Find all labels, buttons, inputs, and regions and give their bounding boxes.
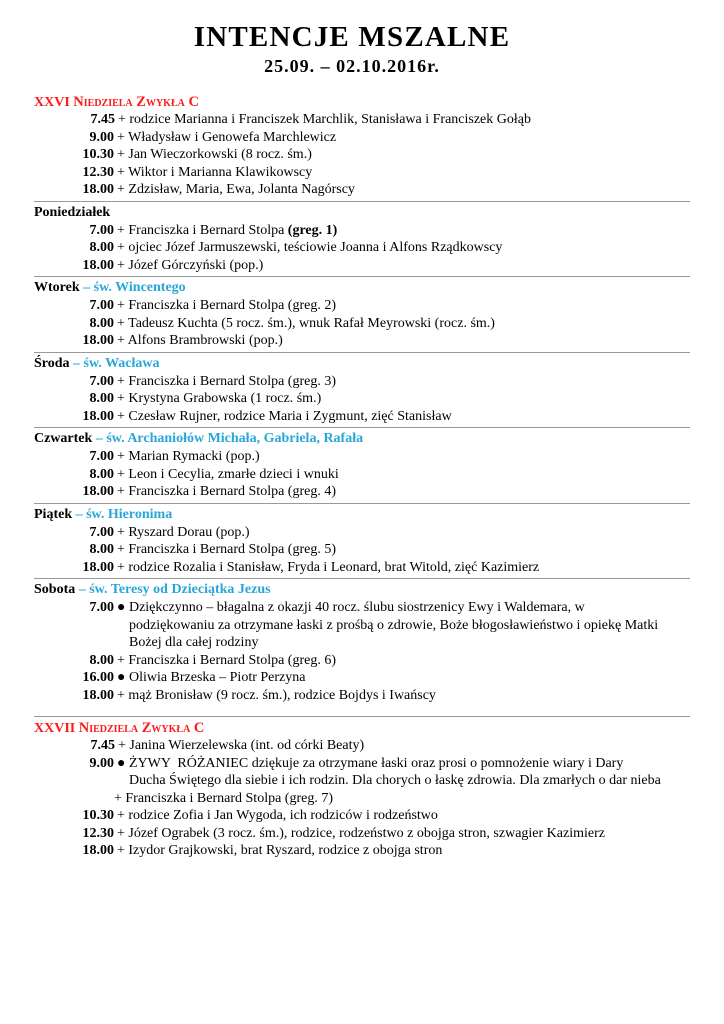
mass-entry: [34, 652, 690, 670]
mass-intention: + mąż Bronisław (9 rocz. śm.), rodzice Bojdys i Iwańscy: [117, 687, 436, 703]
mass-entry: [34, 222, 690, 240]
mass-entry: [34, 373, 690, 391]
mass-time: 10.30: [82, 808, 114, 823]
mass-time: 8.00: [89, 315, 114, 331]
divider: [34, 201, 690, 202]
mass-intention: ● ŻYWY RÓŻANIEC dziękuje za otrzymane łaski oraz prosi o pomnożenie wiary i Dary: [117, 755, 624, 771]
divider: [34, 427, 690, 428]
sunday-number: XXVII: [34, 721, 76, 736]
mass-entry: [34, 390, 690, 408]
mass-intention: + Franciszka i Bernard Stolpa (greg. 4): [117, 484, 336, 499]
mass-entry: [34, 129, 690, 147]
section-heading: [34, 204, 690, 222]
mass-time: 8.00: [89, 652, 114, 668]
mass-time: 7.00: [89, 524, 114, 540]
mass-time: 9.00: [89, 755, 114, 771]
mass-entry: [34, 257, 690, 275]
mass-time: 12.30: [82, 164, 114, 180]
mass-entry: [34, 466, 690, 484]
mass-entry: [34, 297, 690, 315]
patron-saint: – św. Teresy od Dzieciątka Jezus: [75, 582, 271, 597]
mass-intention: + Tadeusz Kuchta (5 rocz. śm.), wnuk Rafał Meyrowski (rocz. śm.): [117, 315, 495, 331]
mass-time: 18.00: [82, 687, 114, 703]
divider: [34, 503, 690, 504]
mass-entry: [34, 239, 690, 257]
mass-time: 7.00: [89, 222, 114, 238]
mass-time: 7.45: [90, 738, 115, 753]
mass-intention: + Franciszka i Bernard Stolpa (greg. 6): [117, 652, 336, 668]
mass-entry: [34, 164, 690, 182]
mass-intention: + Leon i Cecylia, zmarłe dzieci i wnuki: [117, 466, 339, 482]
mass-entry: [34, 669, 690, 687]
mass-intention: + Franciszka i Bernard Stolpa (greg. 3): [117, 373, 336, 389]
mass-intention: + Krystyna Grabowska (1 rocz. śm.): [117, 391, 322, 406]
mass-intention: + Ryszard Dorau (pop.): [117, 524, 250, 540]
mass-time: 18.00: [82, 333, 114, 348]
divider: [34, 716, 690, 717]
section-thursday: [34, 429, 690, 501]
mass-entry: [34, 599, 690, 617]
mass-time: 8.00: [89, 240, 114, 255]
section-sunday-2: [34, 718, 690, 860]
mass-time: 18.00: [82, 484, 114, 499]
mass-intention: + Wiktor i Marianna Klawikowscy: [117, 164, 313, 180]
mass-entry: [34, 408, 690, 426]
mass-intention: + Franciszka i Bernard Stolpa (greg. 2): [117, 298, 336, 313]
mass-time: 10.30: [82, 147, 114, 162]
gregorian-count: (greg. 1): [287, 222, 338, 238]
mass-intention: + rodzice Zofia i Jan Wygoda, ich rodziców i rodzeństwo: [117, 808, 438, 823]
mass-intention-continued: Bożej dla całej rodziny: [129, 635, 259, 650]
patron-saint: – św. Hieronima: [72, 506, 173, 522]
mass-entry: [34, 315, 690, 333]
mass-intention-continued: podziękowaniu za otrzymane łaski z prośbą o zdrowie, Boże błogosławieństwo i opiekę Matki: [129, 617, 659, 633]
mass-time: 18.00: [82, 182, 114, 197]
mass-intention: + Franciszka i Bernard Stolpa (greg. 5): [117, 542, 336, 557]
mass-entry: [34, 842, 690, 860]
mass-intention: + Izydor Grajkowski, brat Ryszard, rodzice z obojga stron: [117, 843, 443, 858]
mass-entry: [34, 687, 690, 705]
mass-intention: + rodzice Rozalia i Stanisław, Fryda i Leonard, brat Witold, zięć Kazimierz: [117, 559, 540, 575]
mass-intention: ● Oliwia Brzeska – Piotr Perzyna: [117, 670, 306, 685]
patron-saint: – św. Wacława: [69, 355, 160, 371]
mass-time: 7.00: [89, 600, 114, 615]
mass-entry: [34, 111, 690, 129]
mass-intention: + ojciec Józef Jarmuszewski, teściowie Joanna i Alfons Rządkowscy: [117, 240, 503, 255]
divider: [34, 352, 690, 353]
mass-intention: ● Dziękczynno – błagalna z okazji 40 rocz. ślubu siostrzenicy Ewy i Waldemara, w: [117, 600, 585, 615]
mass-intention: + Franciszka i Bernard Stolpa (greg. 1): [117, 222, 338, 238]
section-heading: [34, 279, 690, 297]
intentions-list: [34, 92, 690, 860]
mass-intention-continued: + Franciszka i Bernard Stolpa (greg. 7): [114, 790, 333, 806]
mass-entry: [34, 807, 690, 825]
mass-intention: + Czesław Rujner, rodzice Maria i Zygmunt, zięć Stanisław: [117, 408, 452, 424]
day-name: Środa: [34, 355, 70, 371]
sunday-name: Niedziela Zwykła C: [73, 94, 199, 110]
page-title: INTENCJE MSZALNE: [193, 21, 511, 53]
mass-entry: [34, 181, 690, 199]
mass-entry: [34, 755, 690, 773]
mass-intention: + Józef Górczyński (pop.): [117, 257, 264, 273]
mass-time: 12.30: [82, 825, 114, 841]
section-heading: [34, 430, 690, 448]
day-name: Piątek: [34, 506, 73, 522]
mass-intention: + Zdzisław, Maria, Ewa, Jolanta Nagórscy: [117, 182, 355, 197]
mass-intention: + Jan Wieczorkowski (8 rocz. śm.): [117, 147, 312, 162]
mass-entry: [34, 737, 690, 755]
mass-intention: + Marian Rymacki (pop.): [117, 449, 260, 464]
mass-intention: + Józef Ograbek (3 rocz. śm.), rodzice, rodzeństwo z obojga stron, szwagier Kazimierz: [117, 825, 605, 841]
mass-time: 16.00: [82, 670, 114, 685]
divider: [34, 578, 690, 579]
section-tuesday: [34, 278, 690, 350]
mass-entry: [34, 146, 690, 164]
mass-time: 7.45: [90, 112, 115, 127]
patron-saint: – św. Archaniołów Michała, Gabriela, Rafała: [92, 431, 364, 446]
mass-time: 18.00: [82, 843, 114, 858]
mass-entry: [34, 559, 690, 577]
sunday-number: XXVI: [34, 95, 70, 110]
mass-time: 18.00: [82, 559, 114, 575]
mass-entry: [34, 541, 690, 559]
section-heading: [34, 355, 690, 373]
divider: [34, 276, 690, 277]
mass-time: 18.00: [82, 257, 114, 273]
mass-intention: + Władysław i Genowefa Marchlewicz: [117, 129, 337, 145]
day-name: Czwartek: [34, 431, 93, 446]
mass-time: 18.00: [82, 408, 114, 424]
mass-time: 8.00: [89, 542, 114, 557]
mass-time: 7.00: [89, 449, 114, 464]
sunday-name: Niedziela Zwykła C: [78, 720, 205, 736]
mass-time: 8.00: [89, 391, 114, 406]
mass-time: 7.00: [89, 298, 114, 313]
mass-entry: [34, 332, 690, 350]
mass-time: 7.00: [89, 373, 114, 389]
section-heading: [34, 581, 690, 599]
section-heading: [34, 719, 690, 737]
section-heading: [34, 93, 690, 111]
section-wednesday: [34, 354, 690, 426]
section-monday: [34, 203, 690, 275]
section-sunday-1: [34, 92, 690, 199]
mass-entry: [34, 825, 690, 843]
section-friday: [34, 505, 690, 577]
mass-time: 9.00: [89, 129, 114, 145]
mass-intention-continued: Ducha Świętego dla siebie i ich rodzin. Dla chorych o łaskę zdrowia. Dla zmarłych o dar nieba: [129, 773, 661, 788]
date-range: 25.09. – 02.10.2016r.: [264, 56, 440, 76]
mass-entry: [34, 483, 690, 501]
day-name: Wtorek: [34, 280, 80, 295]
mass-intention: + rodzice Marianna i Franciszek Marchlik, Stanisława i Franciszek Gołąb: [118, 112, 531, 127]
patron-saint: – św. Wincentego: [79, 280, 186, 295]
mass-intention: + Alfons Brambrowski (pop.): [117, 333, 283, 348]
mass-entry: [34, 448, 690, 466]
mass-intention: + Janina Wierzelewska (int. od córki Beaty): [118, 738, 365, 753]
mass-time: 8.00: [89, 466, 114, 482]
mass-entry: [34, 524, 690, 542]
day-name: Sobota: [34, 582, 76, 597]
section-heading: [34, 506, 690, 524]
day-name: Poniedziałek: [34, 204, 111, 220]
section-saturday: [34, 580, 690, 704]
